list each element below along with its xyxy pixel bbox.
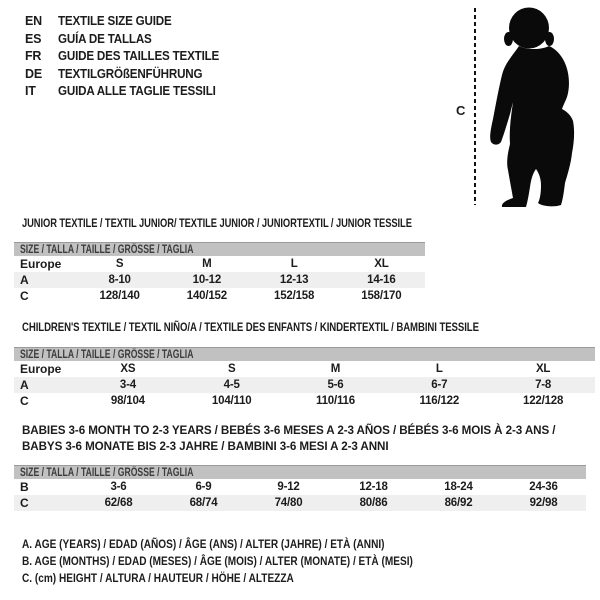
language-code: ES (25, 31, 42, 46)
language-row (25, 48, 231, 66)
language-row (25, 31, 231, 49)
language-code: DE (25, 66, 42, 81)
language-code: FR (25, 49, 42, 64)
table-header-label: SIZE / TALLA / TAILLE / GRÖSSE / TAGLIA (20, 347, 194, 361)
row-label: B (20, 480, 29, 494)
row-label: C (20, 289, 29, 303)
footnote-line: C. (cm) HEIGHT / ALTURA / HAUTEUR / HÖHE / ALTEZZA (22, 571, 294, 586)
table-cell: 86/92 (444, 497, 473, 509)
table-cell: 12-18 (359, 481, 388, 493)
row-label: Europe (20, 257, 62, 271)
section-heading-line: JUNIOR TEXTILE / TEXTIL JUNIOR/ TEXTILE JUNIOR / JUNIORTEXTIL / JUNIOR TESSILE (22, 216, 412, 230)
section-heading-line: BABIES 3-6 MONTH TO 2-3 YEARS / BEBÉS 3-6 MESES A 2-3 AÑOS / BÉBÉS 3-6 MOIS À 2-3 ANS / (22, 423, 556, 437)
table-cell: 3-6 (110, 481, 127, 493)
table-cell: 62/68 (104, 497, 133, 509)
table-cell: 18-24 (444, 481, 473, 493)
row-label: C (20, 496, 29, 510)
table-cell: 7-8 (535, 379, 552, 391)
junior-size-table-block (14, 242, 425, 304)
table-cell: XL (374, 258, 389, 270)
junior-size-table (14, 256, 425, 304)
baby-head (509, 8, 549, 49)
table-cell: 92/98 (529, 497, 558, 509)
table-cell: 14-16 (367, 274, 396, 286)
table-cell: 74/80 (274, 497, 303, 509)
footnote-line: A. AGE (YEARS) / EDAD (AÑOS) / ÂGE (ANS) / ALTER (JAHRE) / ETÀ (ANNI) (22, 537, 385, 551)
section-heading-line: BABYS 3-6 MONATE BIS 2-3 JAHRE / BAMBINI 3-6 MESI A 2-3 ANNI (22, 439, 389, 453)
row-label: A (20, 273, 29, 287)
table-cell: 4-5 (223, 379, 240, 391)
section-heading-junior (22, 215, 522, 231)
section-heading-babies (22, 422, 572, 454)
table-cell: 24-36 (529, 481, 558, 493)
table-cell: L (435, 363, 443, 375)
language-row (25, 13, 231, 31)
table-row (14, 393, 595, 409)
table-cell: 152/158 (274, 290, 315, 302)
table-cell: S (227, 363, 236, 375)
babies-size-table-block (14, 465, 586, 511)
table-cell: 5-6 (327, 379, 344, 391)
table-cell: 68/74 (189, 497, 218, 509)
table-cell: 158/170 (361, 290, 402, 302)
footnote-line: B. AGE (MONTHS) / EDAD (MESES) / ÂGE (MOIS) / ALTER (MONATE) / ETÀ (MESI) (22, 554, 413, 569)
table-row (14, 377, 595, 393)
table-cell: 110/116 (316, 395, 355, 407)
table-row (14, 495, 586, 511)
baby-silhouette-image (486, 6, 589, 207)
table-cell: 104/110 (211, 395, 252, 407)
section-heading-line: CHILDREN'S TEXTILE / TEXTIL NIÑO/A / TEXTILE DES ENFANTS / KINDERTEXTIL / BAMBINI TESSILE (22, 320, 479, 334)
height-measure-dashed-line (474, 8, 476, 205)
children-size-table (14, 361, 595, 409)
language-title: GUÍA DE TALLAS (58, 31, 152, 46)
table-header-bar (14, 242, 425, 256)
table-cell: 10-12 (192, 274, 222, 286)
table-cell: 8-10 (108, 274, 131, 286)
table-header-bar (14, 465, 586, 479)
row-label: A (20, 378, 29, 392)
legend-footnotes (22, 536, 487, 588)
row-label: C (20, 394, 29, 408)
table-cell: 9-12 (277, 481, 300, 493)
table-row (14, 288, 425, 304)
language-code: IT (25, 84, 36, 99)
baby-body (490, 46, 574, 207)
row-label: Europe (20, 362, 62, 376)
table-cell: M (330, 363, 341, 375)
language-title: TEXTILE SIZE GUIDE (58, 14, 172, 28)
table-cell: L (290, 258, 298, 270)
table-cell: 116/122 (419, 395, 460, 407)
table-cell: 12-13 (279, 274, 309, 286)
table-cell: 3-4 (119, 379, 136, 391)
table-header-label: SIZE / TALLA / TAILLE / GRÖSSE / TAGLIA (20, 465, 194, 479)
baby-ear-right (545, 32, 554, 46)
table-cell: XS (120, 363, 136, 375)
section-heading-children (22, 319, 593, 335)
language-title-list (25, 13, 231, 101)
height-measure-label: C (456, 103, 466, 118)
language-row (25, 66, 231, 84)
table-cell: 80/86 (359, 497, 388, 509)
language-title: TEXTILGRÖßENFÜHRUNG (58, 66, 203, 81)
table-row (14, 256, 425, 272)
table-row (14, 479, 586, 495)
table-header-label: SIZE / TALLA / TAILLE / GRÖSSE / TAGLIA (20, 242, 194, 256)
language-title: GUIDE DES TAILLES TEXTILE (58, 49, 220, 64)
table-row (14, 272, 425, 288)
language-code: EN (25, 14, 42, 28)
baby-ear-left (504, 32, 513, 46)
table-header-bar (14, 347, 595, 361)
table-cell: 122/128 (523, 395, 564, 407)
table-cell: 128/140 (99, 290, 140, 302)
table-cell: XL (535, 363, 551, 375)
table-cell: 140/152 (186, 290, 227, 302)
language-row (25, 83, 231, 101)
table-cell: 6-9 (195, 481, 212, 493)
table-row (14, 361, 595, 377)
children-size-table-block (14, 347, 595, 409)
table-cell: M (202, 258, 212, 270)
babies-size-table (14, 479, 586, 511)
table-cell: S (115, 258, 124, 270)
table-cell: 98/104 (110, 395, 145, 407)
language-title: GUIDA ALLE TAGLIE TESSILI (58, 84, 216, 99)
table-cell: 6-7 (431, 379, 448, 391)
